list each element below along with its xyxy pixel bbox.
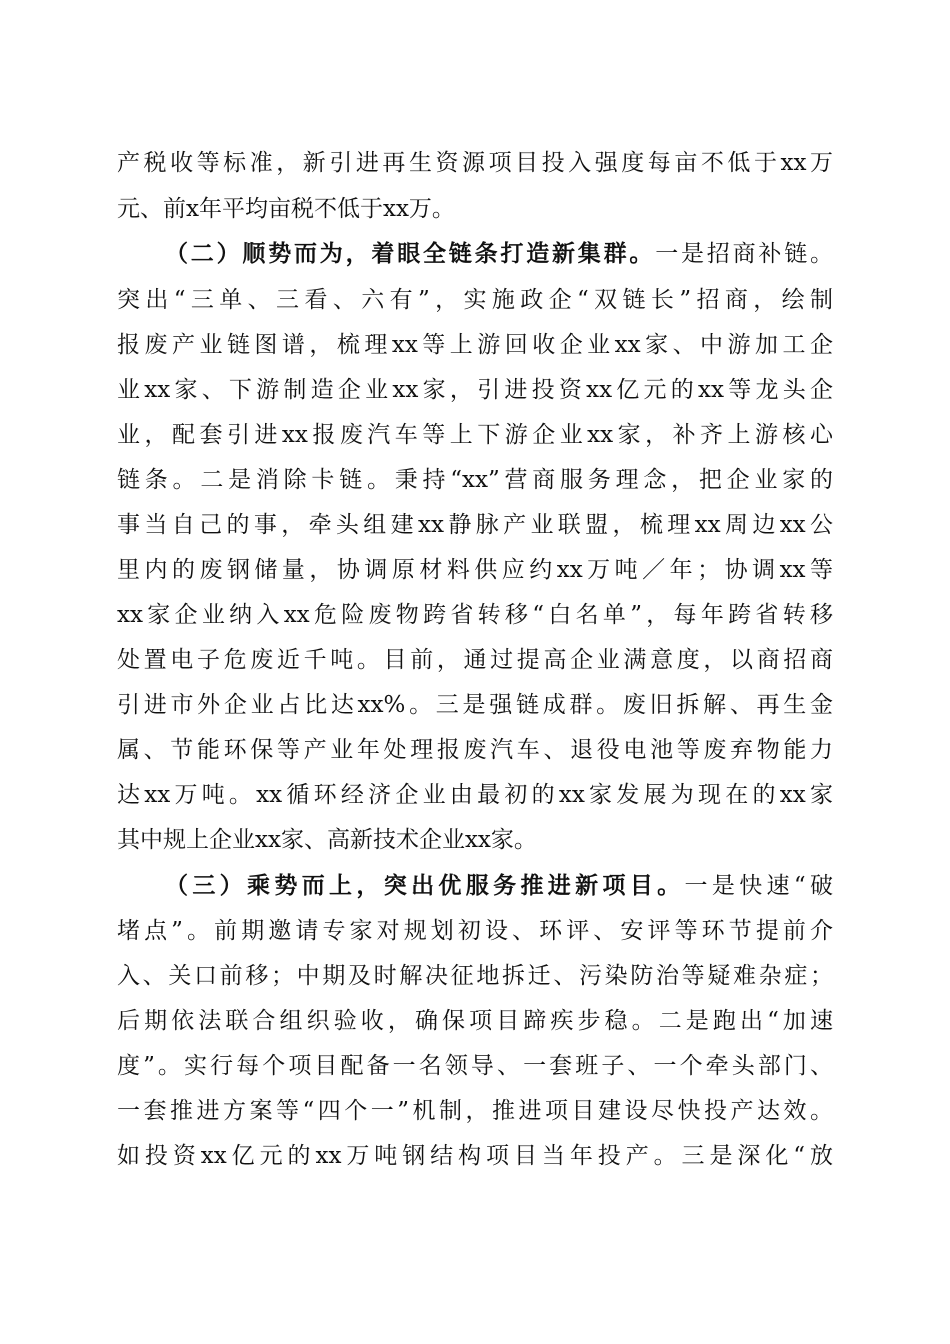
text-line-9: 事当自己的事，牵头组建xx静脉产业联盟，梳理xx周边xx公	[117, 512, 833, 538]
text-line-7: 业，配套引进xx报废汽车等上下游企业xx家，补齐上游核心	[117, 422, 833, 448]
text-line-11: xx家企业纳入xx危险废物跨省转移“白名单”，每年跨省转移	[117, 602, 833, 628]
text-line-5: 报废产业链图谱，梳理xx等上游回收企业xx家、中游加工企	[117, 332, 833, 358]
text-line-15: 达xx万吨。xx循环经济企业由最初的xx家发展为现在的xx家	[117, 782, 833, 808]
text-line-19: 入、关口前移；中期及时解决征地拆迁、污染防治等疑难杂症；	[117, 963, 833, 989]
text-line-16: 其中规上企业xx家、高新技术企业xx家。	[117, 827, 537, 853]
section-3-first-line	[165, 869, 833, 903]
text-line-13: 引进市外企业占比达xx%。三是强链成群。废旧拆解、再生金	[117, 692, 833, 718]
text-line-6: 业xx家、下游制造企业xx家，引进投资xx亿元的xx等龙头企	[117, 377, 833, 403]
text-line-18: 堵点”。前期邀请专家对规划初设、环评、安评等环节提前介	[117, 918, 833, 944]
section-2-lead: 一是招商补链。	[655, 241, 833, 267]
text-line-4: 突出“三单、三看、六有”，实施政企“双链长”招商，绘制	[117, 287, 833, 313]
text-line-1: 产税收等标准，新引进再生资源项目投入强度每亩不低于xx万	[117, 150, 833, 176]
text-line-22: 一套推进方案等“四个一”机制，推进项目建设尽快投产达效。	[117, 1098, 833, 1124]
text-line-23: 如投资xx亿元的xx万吨钢结构项目当年投产。三是深化“放	[117, 1143, 833, 1169]
text-line-21: 度”。实行每个项目配备一名领导、一套班子、一个牵头部门、	[117, 1053, 833, 1079]
text-line-10: 里内的废钢储量，协调原材料供应约xx万吨／年；协调xx等	[117, 557, 833, 583]
section-2-heading: （二）顺势而为，着眼全链条打造新集群。	[165, 240, 656, 267]
text-line-12: 处置电子危废近千吨。目前，通过提高企业满意度，以商招商	[117, 647, 833, 673]
text-line-14: 属、节能环保等产业年处理报废汽车、退役电池等废弃物能力	[117, 737, 833, 763]
text-line-20: 后期依法联合组织验收，确保项目蹄疾步稳。二是跑出“加速	[117, 1008, 833, 1034]
section-2-first-line	[165, 237, 833, 271]
text-line-8: 链条。二是消除卡链。秉持“xx”营商服务理念，把企业家的	[117, 467, 833, 493]
section-3-lead: 一是快速“破	[684, 873, 833, 899]
text-line-2: 元、前x年平均亩税不低于xx万。	[117, 196, 455, 222]
section-3-heading: （三）乘势而上，突出优服务推进新项目。	[165, 872, 685, 899]
